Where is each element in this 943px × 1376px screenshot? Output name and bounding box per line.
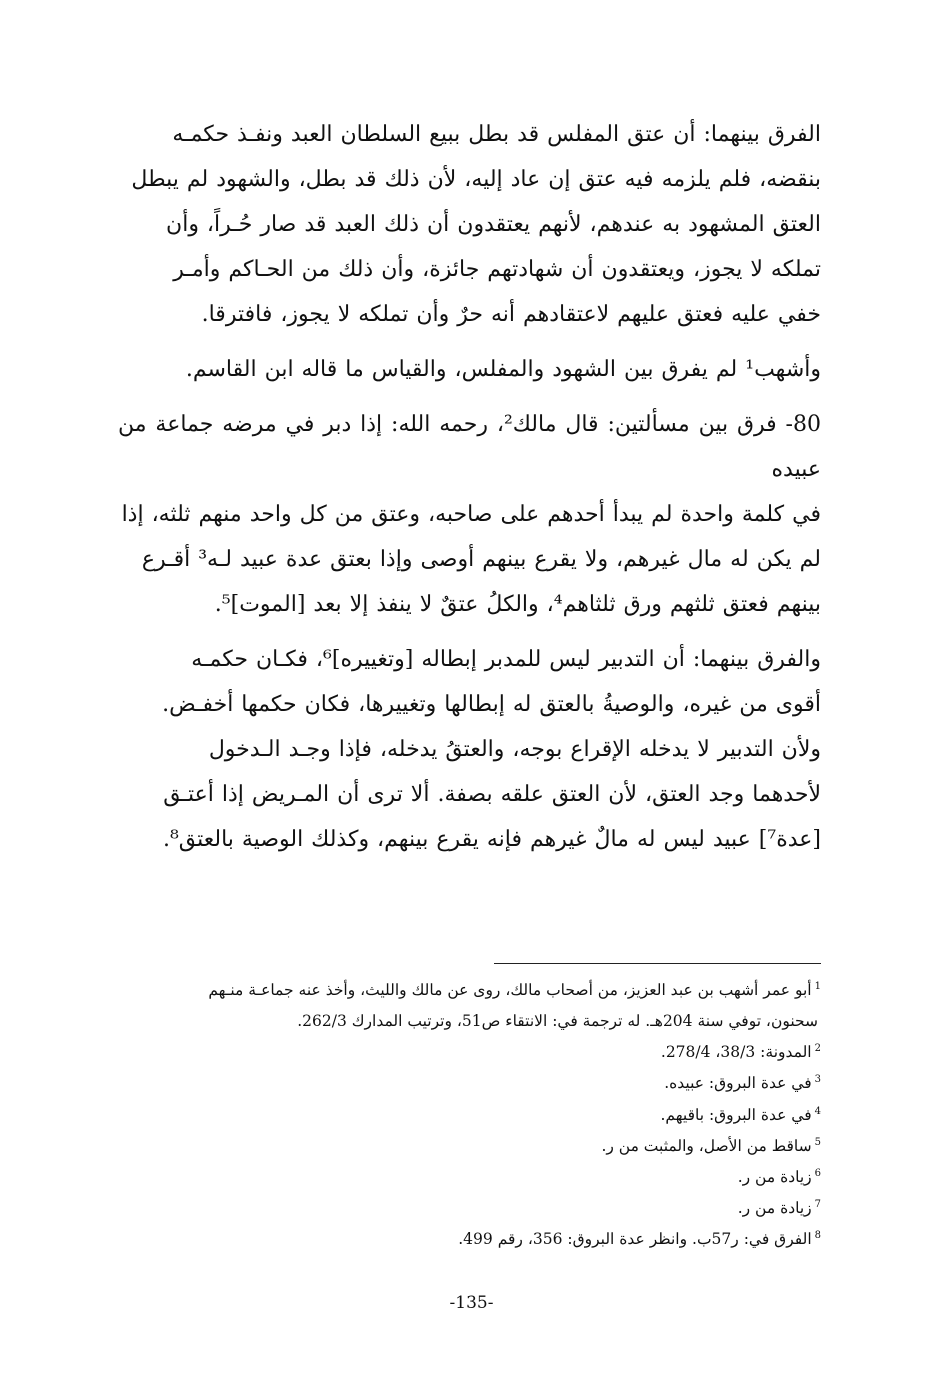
footnote-number: 4 <box>814 1105 821 1117</box>
footnote <box>121 1160 821 1191</box>
footnote-number: 8 <box>814 1230 821 1242</box>
footnote-text: في عدة البروق: عبيده. <box>664 1074 812 1093</box>
footnote-number: 5 <box>814 1136 821 1148</box>
footnote-text: في عدة البروق: باقيهم. <box>660 1105 812 1124</box>
footnote-number: 7 <box>814 1199 821 1211</box>
footnote-number: 3 <box>814 1074 821 1086</box>
footnote <box>121 1066 821 1097</box>
footnote <box>121 1222 821 1253</box>
footnote <box>121 1004 821 1035</box>
footnote-text: الفرق في: ر57ب. وانظر عدة البروق: 356، رقم 499. <box>458 1230 812 1249</box>
footnote-text: أبو عمر أشهب بن عبد العزيز، من أصحاب مالك، روى عن مالك والليث، وأخذ عنه جماعـة منـهم <box>208 981 812 1000</box>
footnote-number: 6 <box>814 1167 821 1179</box>
body-paragraph: وأشهب¹ لم يفرق بين الشهود والمفلس، والقياس ما قاله ابن القاسم. <box>185 357 821 382</box>
footnote <box>121 1098 821 1129</box>
footnote-separator <box>494 963 821 964</box>
footnotes <box>121 973 821 1253</box>
page-number: -135- <box>449 1293 494 1313</box>
body-paragraph: والفرق بينهما: أن التدبير ليس للمدبر إبطاله [وتغييره]⁶، فكـان حكمـه أقوى من غيره، والوصيةُ بالعتق له إبطالها وتغييرها، فكان حكمها أخفـض. ولأن التدبير لا يدخله الإقراع بوجه، والعتقُ يدخله، فإذا وجـد الـدخول لأحدهما وجد العتق، لأن العتق علقه بصفة. ألا ترى أن المـريض إذا أعتـق [عدة⁷] عبيد ليس له مالٌ غيرهم فإنه يقرع بينهم، وكذلك الوصية بالعتق⁸. <box>162 647 821 852</box>
footnote-number: 2 <box>814 1043 821 1055</box>
footnote-text: زيادة من ر. <box>737 1168 812 1187</box>
footnote <box>121 1191 821 1222</box>
footnote <box>121 973 821 1004</box>
footnote-text: سحنون، توفي سنة 204هـ. له ترجمة في: الانتقاء ص51، وترتيب المدارك 262/3. <box>297 1012 818 1031</box>
footnote <box>121 1129 821 1160</box>
footnote-text: المدونة: 38/3، 278/4. <box>660 1043 812 1062</box>
footnote-text: ساقط من الأصل، والمثبت من ر. <box>601 1136 812 1155</box>
body-paragraph: الفرق بينهما: أن عتق المفلس قد بطل ببيع السلطان العبد ونفـذ حكمـه بنقضه، فلم يلزمه فيه عتق إن عاد إليه، لأن ذلك قد بطل، والشهود لم يبطل العتق المشهود به عندهم، لأنهم يعتقدون أن ذلك العبد قد صار حُـراً، وأن تملكه لا يجوز، ويعتقدون أن شهادتهم جائزة، وأن ذلك من الحـاكم وأمـر خفي عليه فعتق عليهم لاعتقادهم أنه حرٌ وأن تملكه لا يجوز، فافترقا. <box>131 122 821 327</box>
body-paragraph: 80- فرق بين مسألتين: قال مالك²، رحمه الله: إذا دبر في مرضه جماعة من عبيده في كلمة واحدة لم يبدأ أحدهم على صاحبه، وعتق من كل واحد منهم ثلثه، إذا لم يكن له مال غيرهم، ولا يقرع بينهم أوصى وإذا بعتق عدة عبيد لـه³ أقـرع بينهم فعتق ثلثهم ورق ثلثاهم⁴، والكلُ عتقٌ لا ينفذ إلا بعد [الموت]⁵. <box>118 412 821 617</box>
footnote-number: 1 <box>814 981 821 992</box>
footnote <box>121 1035 821 1066</box>
footnote-text: زيادة من ر. <box>737 1199 812 1218</box>
